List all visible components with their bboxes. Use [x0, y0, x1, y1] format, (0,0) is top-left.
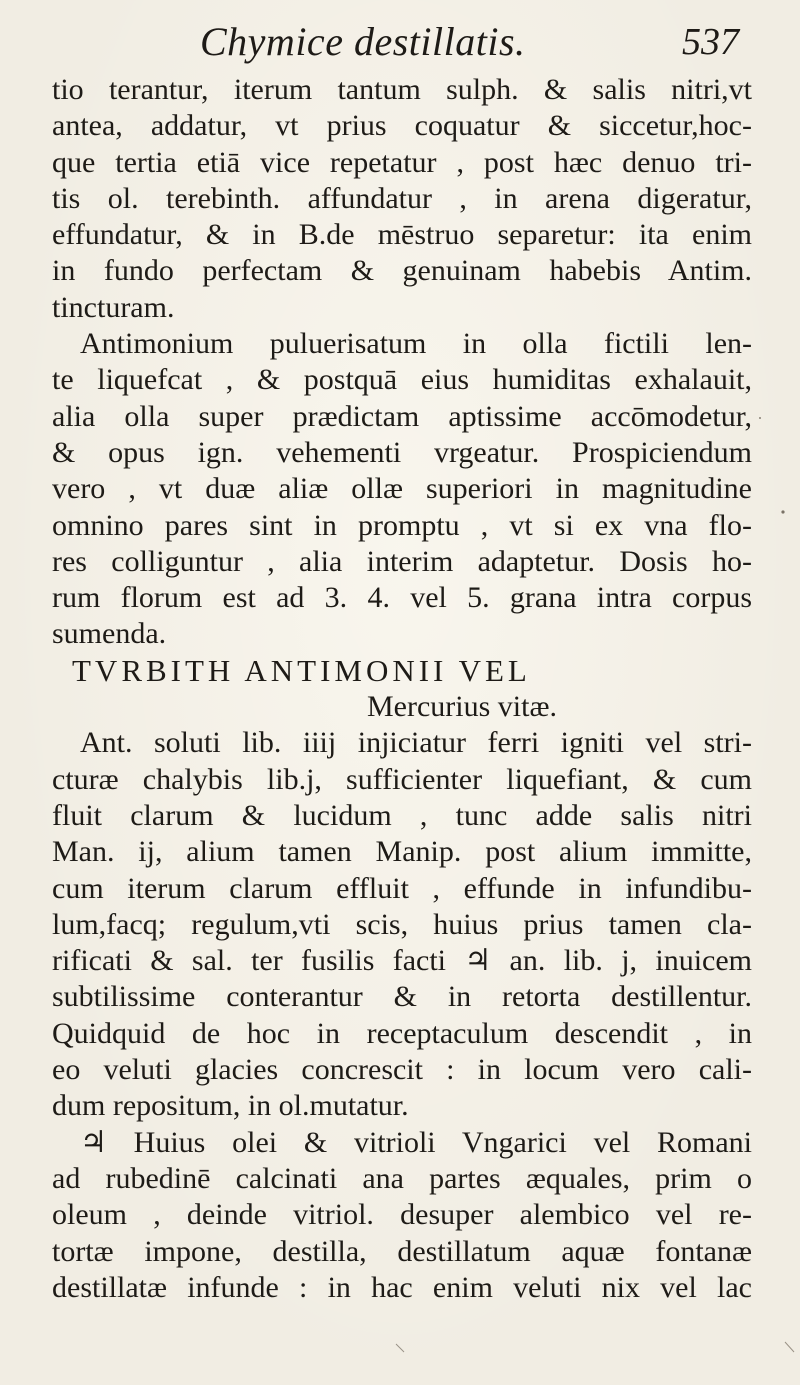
running-title: Chymice destillatis.	[200, 19, 526, 64]
text-line: ad rubedinē calcinati ana partes æquales, prim o	[52, 1161, 752, 1195]
text-line: tincturam.	[52, 290, 175, 324]
text-line: oleum , deinde vitriol. desuper alembico vel re-	[52, 1198, 752, 1232]
text-line: destillatæ infunde : in hac enim veluti nix vel lac	[52, 1270, 752, 1304]
body-text	[52, 72, 752, 1306]
text-line: Antimonium puluerisatum in olla fictili len-	[80, 327, 752, 361]
ink-speck	[759, 417, 761, 419]
pen-mark	[396, 1344, 404, 1352]
text-line: que tertia etiā vice repetatur , post hæc denuo tri-	[52, 145, 752, 179]
text-line: & opus ign. vehementi vrgeatur. Prospiciendum	[52, 435, 752, 469]
text-line: rum florum est ad 3. 4. vel 5. grana intra corpus	[52, 581, 752, 615]
text-line: effundatur, & in B.de mēstruo separetur: ita enim	[52, 218, 752, 252]
text-line: cturæ chalybis lib.j, sufficienter liquefiant, & cum	[52, 762, 752, 796]
text-line: alia olla super prædictam aptissime accōmodetur,	[52, 399, 752, 433]
text-line: Man. ij, alium tamen Manip. post alium immitte,	[52, 835, 752, 869]
text-line: tis ol. terebinth. affundatur , in arena digeratur,	[52, 181, 752, 215]
text-line: antea, addatur, vt prius coquatur & siccetur,hoc-	[52, 109, 752, 143]
text-line: lum,facq; regulum,vti scis, huius prius tamen cla-	[52, 907, 752, 941]
pen-mark	[785, 1342, 794, 1352]
text-line: cum iterum clarum effluit , effunde in infundibu-	[52, 871, 752, 905]
text-line: tortæ impone, destilla, destillatum aquæ fontanæ	[52, 1234, 752, 1268]
page-number: 537	[682, 21, 739, 63]
text-line: subtilissime conterantur & in retorta destillentur.	[52, 980, 752, 1014]
text-line: Quidquid de hoc in receptaculum descendit , in	[52, 1016, 752, 1050]
text-line: eo veluti glacies concrescit : in locum vero cali-	[52, 1053, 752, 1087]
text-line: Ant. soluti lib. iiij injiciatur ferri igniti vel stri-	[80, 726, 752, 760]
ink-speck	[781, 510, 784, 513]
text-line: fluit clarum & lucidum , tunc adde salis nitri	[52, 798, 752, 832]
text-line: Mercurius vitæ.	[367, 690, 557, 724]
text-line: sumenda.	[52, 617, 167, 651]
text-line: in fundo perfectam & genuinam habebis Antim.	[52, 254, 752, 288]
text-line: vero , vt duæ aliæ ollæ superiori in magnitudine	[52, 472, 752, 506]
page-header	[0, 18, 800, 68]
text-line: omnino pares sint in promptu , vt si ex vna flo-	[52, 508, 752, 542]
text-line: dum repositum, in ol.mutatur.	[52, 1089, 409, 1123]
text-line: res colliguntur , alia interim adaptetur. Dosis ho-	[52, 544, 752, 578]
text-line: ♃ Huius olei & vitrioli Vngarici vel Romani	[80, 1125, 752, 1159]
text-line: te liquefcat , & postquā eius humiditas exhalauit,	[52, 363, 752, 397]
text-line: TVRBITH ANTIMONII VEL	[72, 652, 531, 688]
text-line: tio terantur, iterum tantum sulph. & salis nitri,vt	[52, 73, 752, 106]
text-line: rificati & sal. ter fusilis facti ♃ an. lib. j, inuicem	[52, 944, 752, 978]
